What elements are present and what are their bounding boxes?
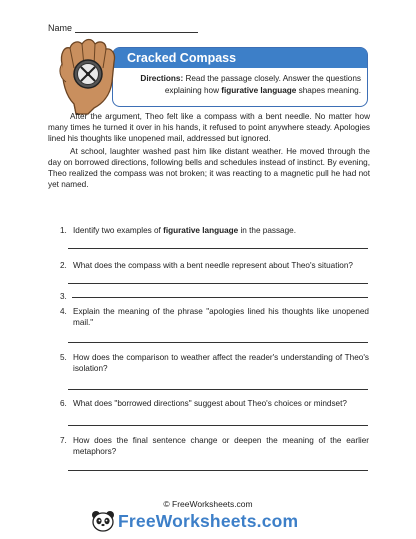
question-number: 3. — [60, 292, 67, 301]
answer-line-7[interactable] — [68, 470, 368, 471]
question-text: Explain the meaning of the phrase "apologies lined his thoughts like unopened mail." — [73, 307, 369, 327]
question-text: Identify two examples of figurative language in the passage. — [73, 226, 296, 235]
question-number: 6. — [60, 399, 67, 408]
question-text: What does "borrowed directions" suggest about Theo's choices or mindset? — [73, 399, 347, 408]
question-text: How does the comparison to weather affect the reader's understanding of Theo's isolation? — [73, 353, 369, 373]
question-number: 4. — [60, 307, 67, 316]
footer-logo-text: FreeWorksheets.com — [118, 510, 299, 531]
directions — [127, 73, 361, 97]
page-title: Cracked Compass — [127, 51, 237, 65]
name-field — [48, 23, 198, 33]
name-line[interactable] — [75, 23, 198, 33]
directions-label: Directions: — [140, 74, 184, 83]
answer-line-6[interactable] — [68, 425, 368, 426]
question-number: 5. — [60, 353, 67, 362]
directions-bold: figurative language — [221, 86, 297, 95]
footer-logo — [90, 510, 298, 532]
name-label: Name — [48, 23, 73, 33]
answer-line-5[interactable] — [68, 389, 368, 390]
answer-line-1[interactable] — [68, 248, 368, 249]
directions-text-1: Read the passage closely. Answer the questions explaining how — [164, 74, 361, 95]
passage-paragraph-2: At school, laughter washed past him like distant weather. He moved through the day on borrowed directions, following bells and schedules instead of instinct. By evening, Theo realized the compass was not broken; it was reacting to a magnetic pull he had not yet named. — [48, 147, 370, 189]
footer-copyright: © FreeWorksheets.com — [163, 499, 253, 509]
question-text: How does the final sentence change or deepen the meaning of the earlier metaphors? — [73, 436, 369, 456]
title-bar — [113, 48, 367, 68]
question-number: 1. — [60, 226, 67, 235]
answer-line-3[interactable] — [72, 297, 368, 298]
passage-paragraph-1: After the argument, Theo felt like a compass with a bent needle. No matter how many times he turned it over in his hands, it refused to point anywhere steady. Apologies lined his thoughts like unopened mail, addressed but ignored. — [48, 112, 370, 143]
panda-icon — [90, 510, 116, 532]
answer-line-2[interactable] — [68, 283, 368, 284]
passage — [48, 111, 370, 192]
directions-text-2: shapes meaning. — [296, 86, 361, 95]
hand-compass-illustration — [54, 34, 128, 116]
question-number: 7. — [60, 436, 67, 445]
question-number: 2. — [60, 261, 67, 270]
question-text: What does the compass with a bent needle represent about Theo's situation? — [73, 261, 353, 270]
header-box — [112, 47, 368, 107]
answer-line-4[interactable] — [68, 342, 368, 343]
